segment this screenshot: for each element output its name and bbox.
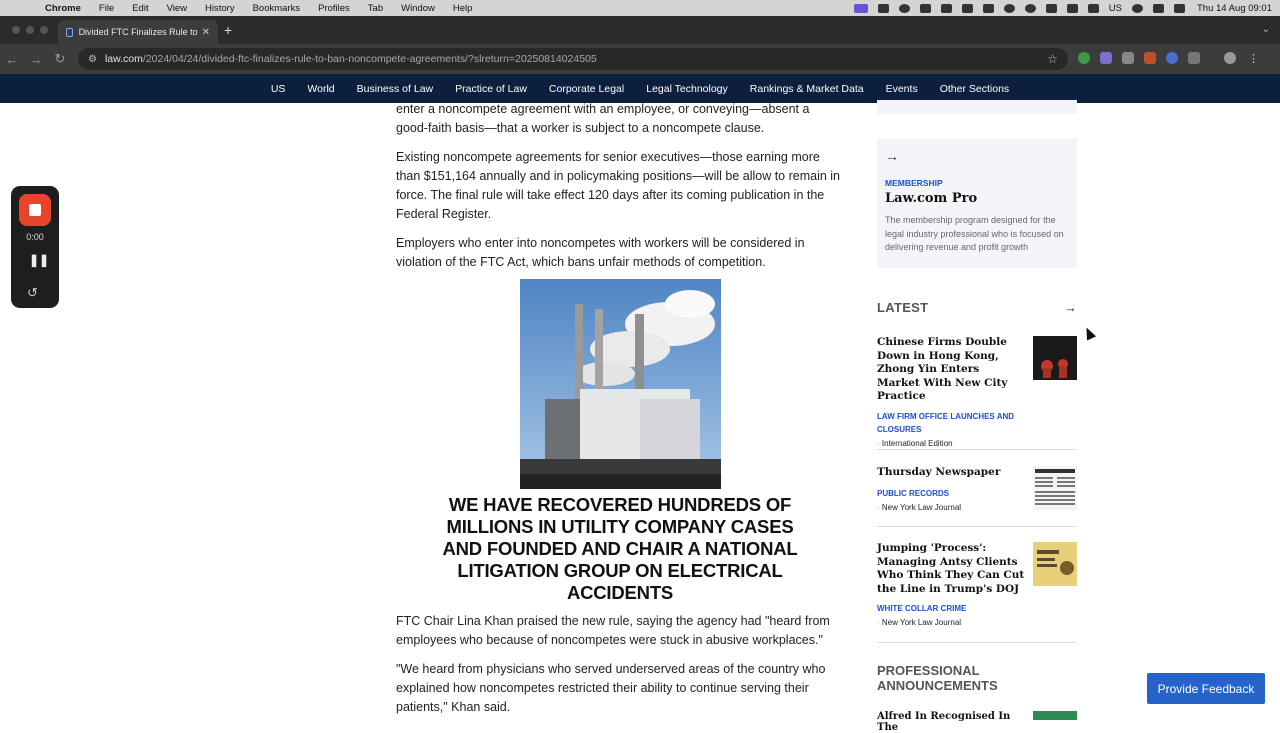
chat-icon[interactable] (1004, 4, 1015, 13)
menu-history[interactable]: History (205, 2, 235, 14)
article-body-continued (396, 612, 842, 728)
macos-menu-bar (0, 0, 1280, 16)
menu-view[interactable]: View (166, 2, 188, 14)
profile-avatar-icon[interactable] (1224, 52, 1236, 64)
latest-item-tag[interactable]: WHITE COLLAR CRIME (877, 604, 967, 613)
recording-time: 0:00 (26, 232, 44, 242)
extension-icon-3[interactable] (1122, 52, 1134, 64)
article-paragraph: Employers who enter into noncompetes with workers will be considered in violation of the FTC Act, which bans unfair methods of competition. (396, 236, 805, 269)
menu-edit[interactable]: Edit (132, 2, 149, 14)
menu-tab[interactable]: Tab (367, 2, 384, 14)
nav-business-of-law[interactable]: Business of Law (356, 82, 434, 95)
latest-item-source: · New York Law Journal (877, 503, 1077, 512)
extension-icon-4[interactable] (1144, 52, 1156, 64)
article-paragraph: enter a noncompete agreement with an employee, or conveying—absent a good-faith basis—that a worker is subject to a noncompete clause. (396, 102, 810, 135)
app-menus (36, 3, 481, 14)
tray-app-icon-3[interactable] (941, 4, 952, 13)
latest-item-title[interactable]: Chinese Firms Double Down in Hong Kong, Zhong Yin Enters Market With New City Practice (877, 336, 1008, 402)
browser-toolbar (0, 44, 1280, 74)
ad-headline[interactable]: WE HAVE RECOVERED HUNDREDS OF MILLIONS IN UTILITY COMPANY CASES AND FOUNDED AND CHAIR A NATIONAL LITIGATION GROUP ON ELECTRICAL ACCIDENTS (442, 494, 798, 603)
extension-icon-2[interactable] (1100, 52, 1112, 64)
latest-item[interactable] (877, 542, 1077, 627)
reload-icon[interactable]: ↻ (54, 51, 66, 66)
ad-power-plant-image[interactable] (520, 279, 721, 489)
nav-corporate-legal[interactable]: Corporate Legal (548, 82, 625, 95)
nav-legal-technology[interactable]: Legal Technology (646, 82, 728, 95)
latest-header (877, 300, 1077, 315)
nav-other-sections[interactable]: Other Sections (939, 82, 1010, 95)
pause-icon[interactable]: ❚❚ (29, 253, 50, 267)
zoom-window-icon[interactable] (40, 26, 48, 34)
provide-feedback-button[interactable]: Provide Feedback (1147, 673, 1265, 704)
nav-rankings[interactable]: Rankings & Market Data (749, 82, 864, 95)
latest-item-thumbnail[interactable] (1033, 336, 1077, 380)
announcement-thumbnail[interactable] (1033, 711, 1077, 720)
tab-search-icon[interactable]: ⌄ (1261, 24, 1270, 35)
calendar-icon[interactable] (920, 4, 931, 13)
close-window-icon[interactable] (12, 26, 20, 34)
site-nav (0, 74, 1280, 103)
divider (877, 526, 1077, 527)
latest-more-arrow-icon[interactable]: → (1064, 300, 1077, 315)
extensions-puzzle-icon[interactable] (1188, 52, 1200, 64)
forward-icon[interactable]: → (29, 51, 43, 67)
arrow-right-icon[interactable]: → (885, 148, 899, 164)
url-text[interactable] (105, 53, 597, 65)
window-controls (12, 26, 48, 34)
page-favicon-icon (66, 28, 73, 37)
menu-profiles[interactable]: Profiles (318, 2, 350, 14)
membership-promo-card[interactable] (877, 138, 1077, 268)
tab-strip (0, 16, 1280, 44)
wifi-icon[interactable] (1088, 4, 1099, 13)
menu-app-name[interactable]: Chrome (45, 2, 81, 14)
tray-app-icon[interactable] (878, 4, 889, 13)
url-path: /2024/04/24/divided-ftc-finalizes-rule-to-ban-noncompete-agreements/?slreturn=20250814024505 (142, 53, 597, 65)
battery-icon[interactable] (1046, 4, 1057, 13)
control-center-icon[interactable] (1174, 4, 1185, 13)
menu-bookmarks[interactable]: Bookmarks (252, 2, 301, 14)
latest-item-tag[interactable]: PUBLIC RECORDS (877, 488, 950, 498)
bookmark-star-icon[interactable]: ☆ (1047, 52, 1058, 66)
bluetooth-icon[interactable] (1067, 4, 1078, 13)
divider (877, 449, 1077, 450)
back-icon[interactable]: ← (5, 51, 19, 67)
url-host: law.com (104, 53, 143, 65)
dropbox-icon[interactable] (983, 4, 994, 13)
announcement-title[interactable]: Alfred In Recognised In The (877, 711, 1011, 733)
tray-app-icon-2[interactable] (899, 4, 910, 13)
close-tab-icon[interactable]: ✕ (201, 26, 210, 38)
latest-item-thumbnail[interactable] (1033, 466, 1077, 510)
screen-recorder-widget (11, 186, 59, 308)
divider (877, 642, 1077, 643)
search-icon[interactable] (1132, 4, 1143, 13)
latest-item[interactable] (877, 336, 1077, 448)
nav-events[interactable]: Events (885, 82, 918, 95)
extensions-area (1078, 52, 1259, 65)
latest-heading: LATEST (877, 300, 929, 315)
stop-recording-button[interactable] (19, 194, 51, 226)
menu-window[interactable]: Window (401, 2, 435, 14)
professional-announcements-heading: PROFESSIONAL ANNOUNCEMENTS (877, 663, 998, 693)
screen-record-icon[interactable] (854, 4, 868, 13)
article-body (396, 100, 842, 283)
mouse-cursor-icon (1082, 325, 1096, 340)
menu-clock[interactable]: Thu 14 Aug 09:01 (1196, 2, 1272, 14)
menu-file[interactable]: File (98, 2, 115, 14)
nav-us[interactable]: US (270, 82, 286, 95)
site-info-icon[interactable]: ⚙ (88, 53, 97, 65)
restart-icon[interactable]: ↺ (27, 285, 38, 300)
latest-item-tag[interactable]: LAW FIRM OFFICE LAUNCHES AND CLOSURES (877, 411, 1015, 434)
extension-icon-g[interactable] (1078, 52, 1090, 64)
sidebar-previous-card (877, 100, 1077, 114)
status-tray (854, 0, 1272, 16)
minimize-window-icon[interactable] (26, 26, 34, 34)
latest-item-title[interactable]: Jumping 'Process': Managing Antsy Clients Who Think They Can Cut the Line in Trump's DOJ (877, 542, 1025, 595)
latest-item[interactable] (877, 466, 1077, 512)
chrome-menu-icon[interactable]: ⋮ (1248, 53, 1259, 65)
address-bar[interactable] (78, 48, 1068, 70)
tools-icon[interactable] (962, 4, 973, 13)
promo-title[interactable]: Law.com Pro (885, 191, 978, 206)
latest-item-source: · International Edition (877, 439, 1077, 448)
tab-title: Divided FTC Finalizes Rule to (78, 27, 198, 37)
latest-item-source: · New York Law Journal (877, 618, 1077, 627)
active-tab[interactable] (58, 20, 218, 44)
play-icon[interactable] (1025, 4, 1036, 13)
promo-kicker: MEMBERSHIP (885, 178, 943, 188)
menu-help[interactable]: Help (452, 2, 473, 14)
input-source-label[interactable]: US (1108, 2, 1122, 14)
extension-icon-5[interactable] (1166, 52, 1178, 64)
new-tab-icon[interactable]: + (224, 22, 233, 38)
promo-description: The membership program designed for the legal industry professional who is focused on delivering revenue and profit growth (885, 215, 1064, 252)
article-paragraph: FTC Chair Lina Khan praised the new rule, saying the agency had "heard from employees who because of noncompetes were stuck in abusive workplaces." (396, 614, 830, 647)
article-paragraph: Existing noncompete agreements for senior executives—those earning more than $151,164 annually and in policymaking positions—will be allow to remain in force. The final rule will take effect 120 days after its coming publication in the Federal Register. (396, 150, 841, 221)
latest-item-thumbnail[interactable] (1033, 542, 1077, 586)
latest-item-title[interactable]: Thursday Newspaper (877, 466, 1001, 478)
volume-icon[interactable] (1153, 4, 1164, 13)
nav-practice-of-law[interactable]: Practice of Law (455, 82, 527, 95)
nav-world[interactable]: World (307, 82, 335, 95)
article-paragraph: "We heard from physicians who served underserved areas of the country who explained how noncompetes restricted their ability to continue serving their patients," Khan said. (396, 662, 826, 714)
